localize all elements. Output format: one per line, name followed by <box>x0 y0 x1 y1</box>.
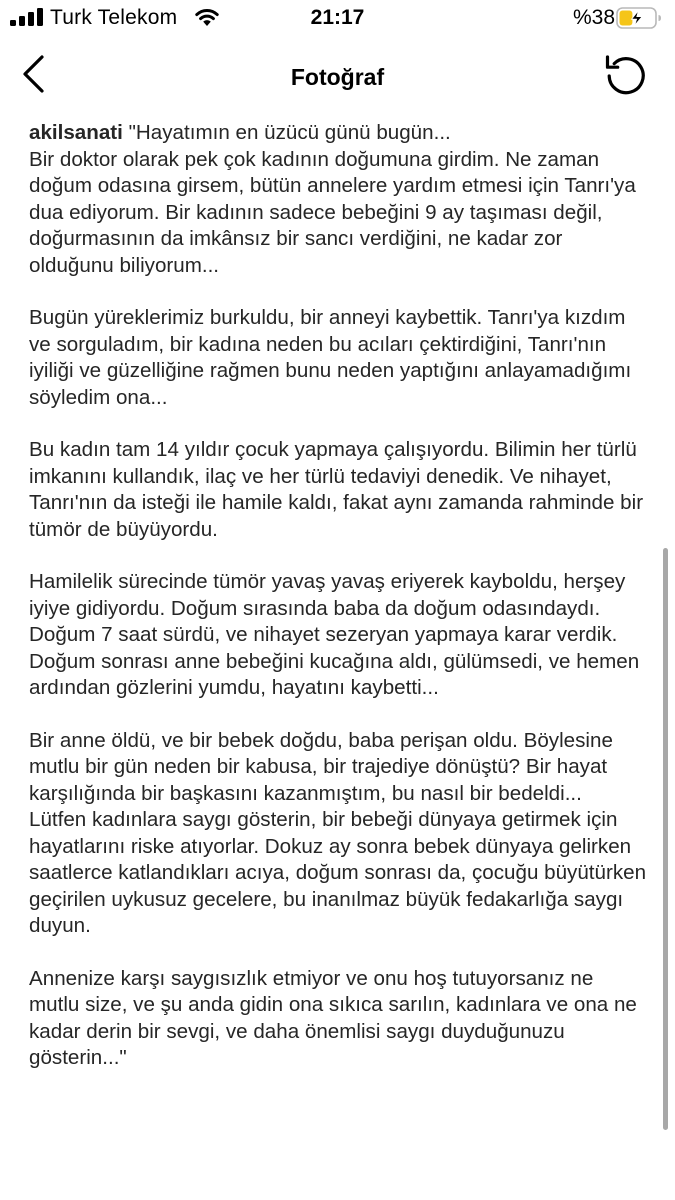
battery-charging-icon <box>616 7 662 29</box>
battery-percent: %38 <box>572 6 615 29</box>
clock: 21:17 <box>310 6 365 29</box>
carrier-name: Turk Telekom <box>50 6 178 29</box>
caption-paragraph: Bu kadın tam 14 yıldır çocuk yapmaya çalışıyordu. Bilimin her türlü imkanını kullandık, ilaç ve her türlü tedaviyi denedik. Ve nihayet, Tanrı'nın da isteği ile hamile kaldı, fakat aynı zamanda rahminde bir tümör de büyüyordu. <box>29 438 644 541</box>
status-bar <box>0 0 675 36</box>
username-link[interactable]: akilsanati <box>29 121 123 144</box>
caption-paragraph-text: "Hayatımın en üzücü günü bugün... Bir doktor olarak pek çok kadının doğumuna girdim. Ne zaman doğum odasına girsem, bütün annelere yardım etmesi için Tanrı'ya dua ediyorum. Bir kadının sadece bebeğini 9 ay taşıması değil, doğurmasının da imkânsız bir sancı verdiğini, ne kadar zor olduğunu biliyorum... <box>29 121 636 277</box>
caption-paragraph: Bugün yüreklerimiz burkuldu, bir anneyi kaybettik. Tanrı'ya kızdım ve sorguladım, bir kadına neden bu acıları çektirdiğini, Tanrı'nın iyiliği ve güzelliğine rağmen bunu neden yaptığını anlayamadığımı söyledim ona... <box>29 306 632 409</box>
caption-text <box>29 120 649 1200</box>
scroll-indicator[interactable] <box>663 548 668 1130</box>
caption-paragraph: Bir anne öldü, ve bir bebek doğdu, baba perişan oldu. Böylesine mutlu bir gün neden bir kabusa, bir trajediye dönüştü? Bir hayat karşılığında bir başkasını kazanmıştım, bu nasıl bir bedeldi... Lütfen kadınlara saygı gösterin, bir bebeği dünyaya getirmek için hayatlarını riske atıyorlar. Dokuz ay sonra bebek dünyaya gelirken saatlerce katlandıkları acıya, doğum sonrası da, çocuğu büyütürken geçirilen uykusuz gecelere, bu inanılmaz büyük fedakarlığa saygı duyun. <box>29 728 647 937</box>
navigation-bar <box>0 36 675 116</box>
rotate-icon[interactable] <box>603 52 649 98</box>
caption-paragraph <box>29 120 649 279</box>
caption-paragraph: Annenize karşı saygısızlık etmiyor ve onu hoş tutuyorsanız ne mutlu size, ve şu anda gidin ona sıkıca sarılın, kadınlara ve ona ne kadar derin bir sevgi, ve daha önemlisi saygı duyduğunuzu gösterin..." <box>29 966 637 1069</box>
caption-paragraph: Hamilelik sürecinde tümör yavaş yavaş eriyerek kayboldu, herşey iyiye gidiyordu. Doğum sırasında baba da doğum odasındaydı. Doğum 7 saat sürdü, ve nihayet sezeryan yapmaya karar verdik. Doğum sonrası anne bebeğini kucağına aldı, gülümsedi, ve hemen ardından gözlerini yumdu, hayatını kaybetti... <box>29 570 640 699</box>
page-title: Fotoğraf <box>290 64 385 90</box>
